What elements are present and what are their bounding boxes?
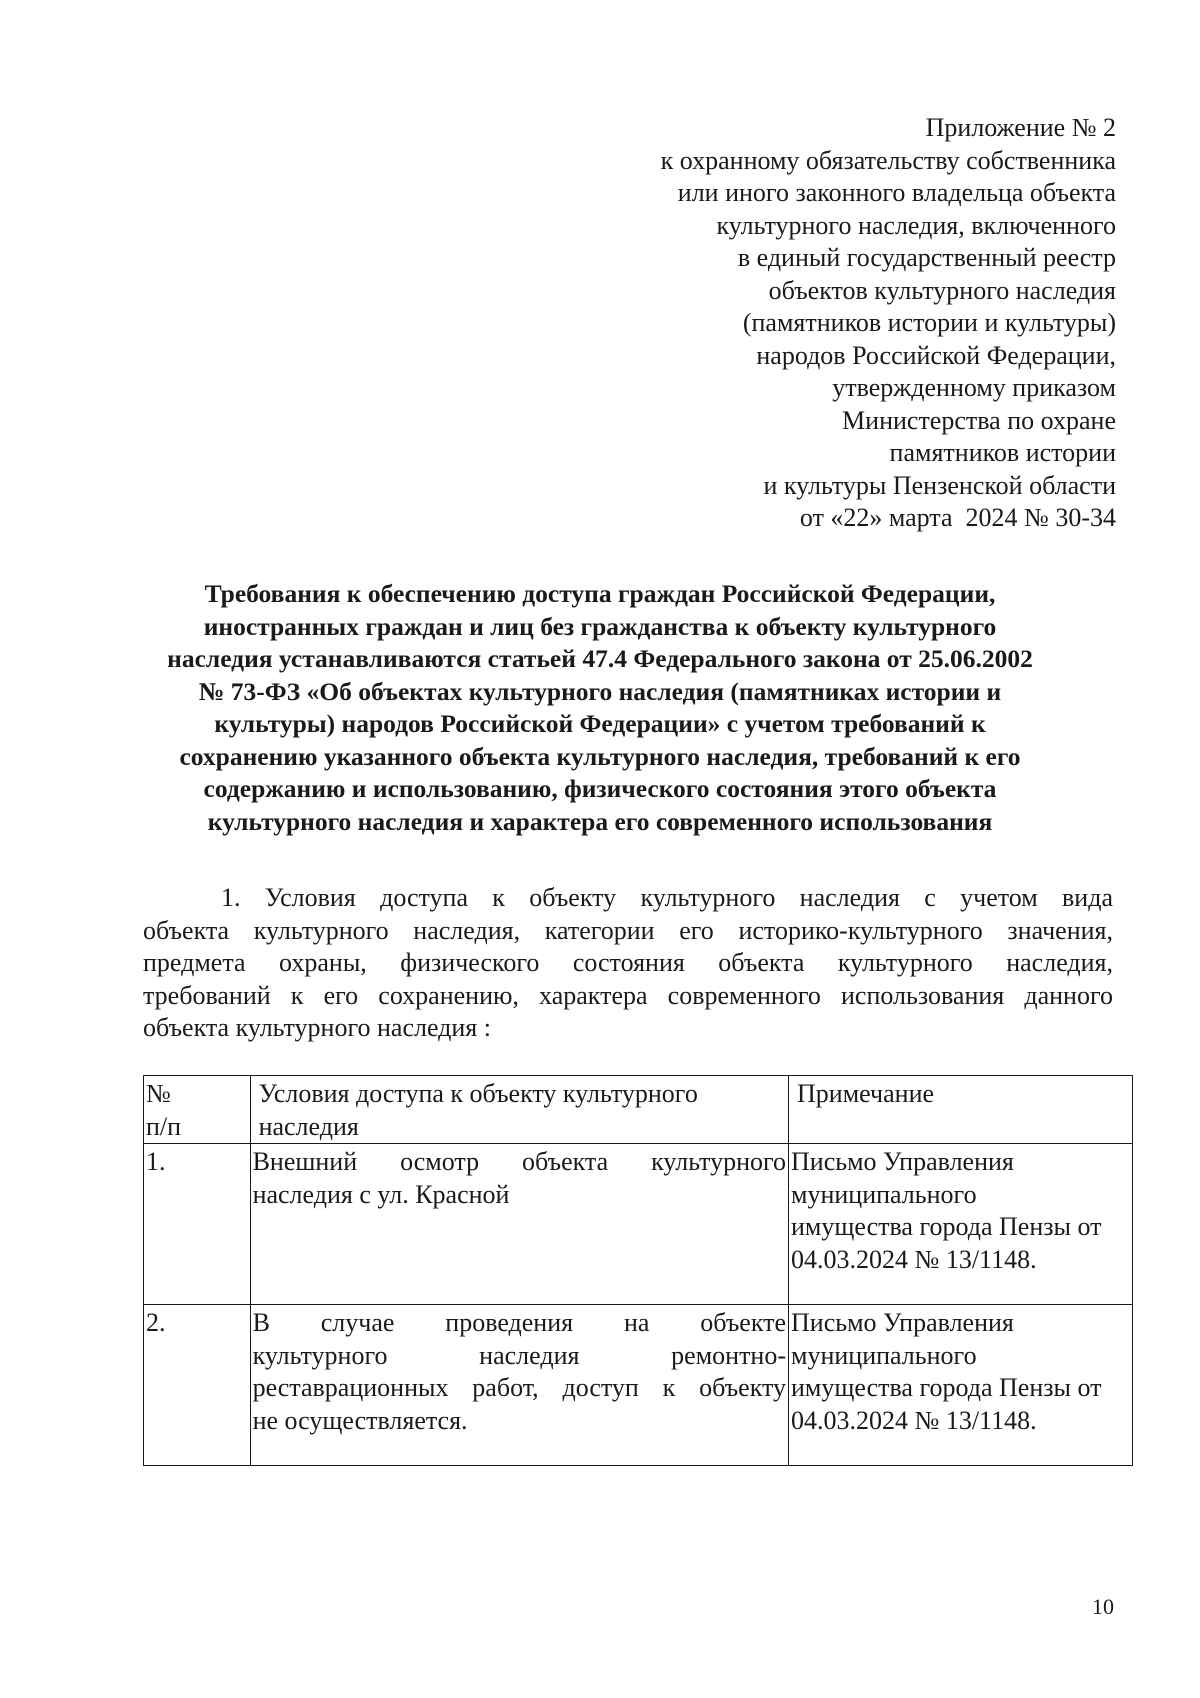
appendix-line: или иного законного владельца объекта [677,178,1116,207]
header-number-line: п/п [146,1111,182,1141]
conditions-line: наследия с ул. Красной [252,1179,510,1209]
cell-note [789,1305,1133,1466]
note-line: Письмо Управления [791,1147,1014,1176]
note-line: муниципального [791,1179,977,1209]
cell-number [144,1305,251,1466]
appendix-line: утвержденному приказом [832,373,1116,402]
note-line: имущества города Пензы от [791,1373,1102,1402]
table-row [144,1144,1133,1305]
appendix-line: народов Российской Федерации, [756,340,1116,370]
cell-number [144,1144,251,1305]
conditions-line: реставрационных работ, доступ к объекту [252,1373,787,1402]
conditions-line: не осуществляется. [252,1405,468,1435]
appendix-line: объектов культурного наследия [768,275,1116,305]
appendix-line: (памятников истории и культуры) [742,308,1116,337]
appendix-line: в единый государственный реестр [737,243,1116,272]
paragraph-line: предмета охраны, физического состояния объекта культурного наследия, [143,948,1113,977]
note-line: Письмо Управления [791,1308,1014,1337]
cell-conditions [250,1144,788,1305]
paragraph-line: объекта культурного наследия, категории его историко-культурного значения, [143,915,1113,945]
page-number: 10 [1092,1594,1114,1619]
row-number: 1. [146,1147,166,1176]
appendix-line: к охранному обязательству собственника [660,145,1116,175]
note-line: муниципального [791,1340,977,1370]
header-note [789,1076,1133,1144]
heading-line: сохранению указанного объекта культурного наследия, требований к его [179,741,1021,771]
heading-line: культурного наследия и характера его современного использования [207,806,993,836]
heading-line: иностранных граждан и лиц без гражданства к объекту культурного [203,611,997,641]
appendix-block [661,112,1116,535]
table-row [144,1305,1133,1466]
header-note-label: Примечание [797,1079,935,1108]
appendix-line: Приложение № 2 [925,113,1116,142]
appendix-line: и культуры Пензенской области [763,470,1116,500]
heading-line: наследия устанавливаются статьей 47.4 Федерального закона от 25.06.2002 [167,644,1033,673]
conditions-line: Внешний осмотр объекта культурного [252,1147,787,1176]
cell-note [789,1144,1133,1305]
note-line: 04.03.2024 № 13/1148. [791,1244,1037,1274]
header-conditions-line: Условия доступа к объекту культурного [258,1079,698,1108]
heading-line: Требования к обеспечению доступа граждан Российской Федерации, [204,579,996,608]
cell-conditions [250,1305,788,1466]
intro-paragraph [143,882,1113,1045]
header-number [144,1076,251,1144]
appendix-line: памятников истории [889,438,1116,467]
paragraph-line: требований к его сохранению, характера современного использования данного [143,980,1113,1010]
heading-line: культуры) народов Российской Федерации» с учетом требований к [214,709,986,738]
appendix-line: культурного наследия, включенного [716,210,1116,240]
conditions-line: культурного наследия ремонтно- [252,1340,787,1370]
appendix-line: Министерства по охране [842,405,1116,435]
conditions-line: В случае проведения на объекте [252,1308,787,1337]
header-conditions-line: наследия [258,1111,359,1141]
appendix-line: от «22» марта 2024 № 30-34 [799,503,1116,532]
heading-line: № 73-ФЗ «Об объектах культурного наследия (памятниках истории и [198,676,1002,706]
header-number-line: № [146,1079,171,1108]
heading-line: содержанию и использованию, физического состояния этого объекта [203,774,997,803]
note-line: 04.03.2024 № 13/1148. [791,1405,1037,1435]
note-line: имущества города Пензы от [791,1212,1102,1241]
paragraph-line: 1. Условия доступа к объекту культурного наследия с учетом вида [221,883,1113,912]
header-conditions [250,1076,788,1144]
document-heading [140,578,1060,838]
table-header-row [144,1076,1133,1144]
access-conditions-table [143,1075,1133,1466]
paragraph-line: объекта культурного наследия : [143,1013,491,1042]
row-number: 2. [146,1308,166,1337]
